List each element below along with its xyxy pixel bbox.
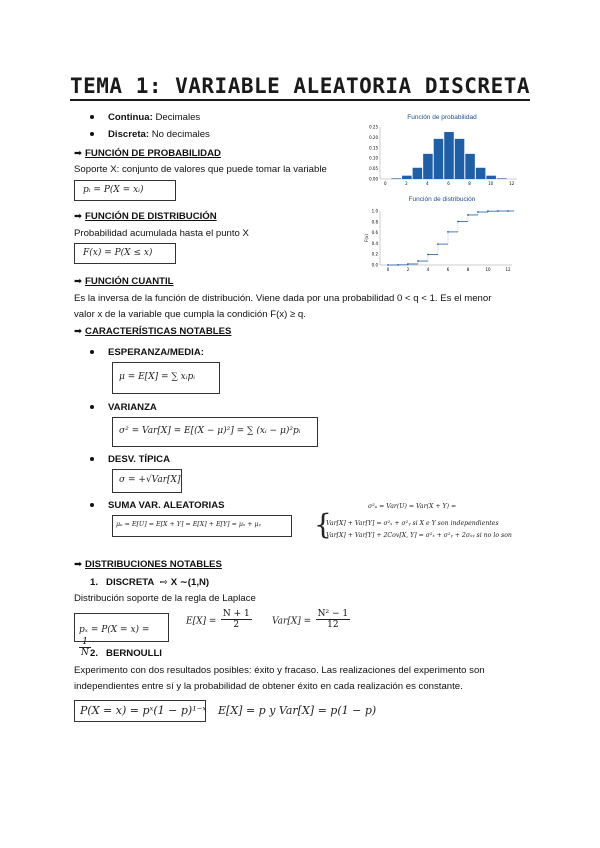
bar bbox=[444, 132, 454, 179]
bullet-esperanza: ESPERANZA/MEDIA: bbox=[90, 347, 204, 358]
text-bernoulli-1: Experimento con dos resultados posibles: éxito y fracaso. Las realizaciones del experimento son bbox=[74, 665, 485, 676]
step-point bbox=[457, 221, 459, 223]
step-point bbox=[427, 254, 429, 256]
arrow-right-icon: ⇨ bbox=[159, 577, 168, 588]
bar bbox=[434, 139, 444, 179]
formula-box-discreta: pₓ = P(X = x) = $\frac{1}{N}$ bbox=[74, 613, 169, 642]
bar bbox=[486, 176, 496, 179]
y-tick-label: 0.20 bbox=[369, 134, 378, 140]
y-tick-label: 0.6 bbox=[371, 230, 378, 236]
heading-funcion-distribucion: ➡ FUNCIÓN DE DISTRIBUCIÓN bbox=[74, 211, 217, 222]
heading-funcion-probabilidad: ➡ FUNCIÓN DE PROBABILIDAD bbox=[74, 148, 221, 159]
step-point bbox=[467, 214, 469, 216]
y-tick-label: 0.25 bbox=[369, 124, 378, 130]
formula-varianza-discreta: Var[X] = $\frac{\text{N² − 1}}{12}$ bbox=[272, 609, 349, 630]
y-tick-label: 0.15 bbox=[369, 145, 378, 151]
bar bbox=[392, 178, 402, 179]
bullet-dot bbox=[90, 405, 94, 409]
x-tick-label: 2 bbox=[406, 267, 410, 272]
text-soporte: Soporte X: conjunto de valores que puede tomar la variable bbox=[74, 164, 327, 175]
heading-bernoulli: 2. BERNOULLI bbox=[90, 648, 162, 659]
step-point bbox=[447, 231, 449, 233]
distribution-chart bbox=[362, 196, 522, 278]
text-probabilidad-acumulada: Probabilidad acumulada hasta el punto X bbox=[74, 228, 249, 239]
arrow-icon: ➡ bbox=[74, 211, 83, 222]
step-point bbox=[407, 263, 409, 265]
step-point bbox=[437, 243, 439, 245]
bullet-dot bbox=[90, 457, 94, 461]
x-tick-label: 4 bbox=[426, 181, 429, 186]
y-axis-label: F(x) bbox=[364, 234, 369, 242]
x-tick-label: 6 bbox=[446, 267, 450, 272]
text-bernoulli-2: independientes entre sí y la probabilidad de obtener éxito en cada realización es constante. bbox=[74, 681, 463, 692]
step-point bbox=[477, 211, 479, 213]
page-title: TEMA 1: VARIABLE ALEATORIA DISCRETA bbox=[0, 74, 600, 98]
heading-distribuciones: ➡ DISTRIBUCIONES NOTABLES bbox=[74, 559, 222, 570]
y-tick-label: 0.4 bbox=[371, 240, 378, 246]
y-tick-label: 0.2 bbox=[371, 251, 378, 257]
bullet-dot bbox=[90, 503, 94, 507]
bar bbox=[423, 154, 433, 179]
bar bbox=[465, 154, 475, 179]
text-cuantil-1: Es la inversa de la función de distribución. Viene dada por una probabilidad 0 < q < 1. Es el menor bbox=[74, 293, 492, 304]
x-tick-label: 8 bbox=[468, 181, 471, 186]
step-point bbox=[497, 210, 499, 212]
step-point bbox=[417, 260, 419, 262]
formula-bernoulli-moments: E[X] = p y Var[X] = p(1 − p) bbox=[218, 704, 377, 717]
bullet-dot bbox=[90, 350, 94, 354]
x-tick-label: 12 bbox=[509, 181, 515, 186]
bar bbox=[497, 178, 507, 179]
formula-box-probabilidad: pᵢ = P(X = xᵢ) bbox=[74, 180, 176, 201]
bar bbox=[455, 139, 465, 179]
x-tick-label: 0 bbox=[383, 181, 387, 186]
y-tick-label: 0.8 bbox=[371, 219, 378, 225]
bullet-continua: Continua: Decimales bbox=[90, 112, 200, 123]
bar bbox=[402, 176, 412, 179]
formula-box-varianza: σ² = Var[X] = E[(X − μ)²] = ∑ (xᵢ − μ)²pᵢ bbox=[112, 417, 318, 447]
arrow-icon: ➡ bbox=[74, 326, 83, 337]
probability-chart bbox=[362, 114, 522, 190]
chart-title-probabilidad: Función de probabilidad bbox=[407, 114, 477, 121]
bullet-discreta: Discreta: No decimales bbox=[90, 129, 210, 140]
bar bbox=[476, 168, 486, 179]
bullet-dot bbox=[90, 115, 94, 119]
text-cuantil-2: valor x de la variable que cumpla la condición F(x) ≥ q. bbox=[74, 309, 306, 320]
heading-discreta: 1. DISCRETA ⇨ X ∼(1,N) bbox=[90, 577, 210, 588]
x-tick-label: 2 bbox=[405, 181, 408, 186]
bullet-suma-var: SUMA VAR. ALEATORIAS bbox=[90, 500, 225, 511]
arrow-icon: ➡ bbox=[74, 148, 83, 159]
formula-box-desv-tipica: σ = +√Var[X] bbox=[112, 469, 182, 493]
chart-title-distribucion: Función de distribución bbox=[408, 196, 476, 203]
step-point bbox=[507, 210, 509, 212]
x-tick-label: 10 bbox=[488, 181, 494, 186]
formula-box-esperanza: μ = E[X] = ∑ xᵢpᵢ bbox=[112, 362, 220, 394]
x-tick-label: 6 bbox=[447, 181, 450, 186]
step-point bbox=[487, 210, 489, 212]
x-tick-label: 8 bbox=[466, 267, 470, 272]
arrow-icon: ➡ bbox=[74, 276, 83, 287]
arrow-icon: ➡ bbox=[74, 559, 83, 570]
formula-box-suma-media: μᵤ = E[U] = E[X + Y] = E[X] + E[Y] = μₓ + μᵧ bbox=[112, 515, 292, 537]
distribution-chart-svg bbox=[362, 203, 522, 277]
x-tick-label: 0 bbox=[386, 267, 390, 272]
y-tick-label: 0.00 bbox=[369, 176, 378, 182]
x-tick-label: 4 bbox=[426, 267, 430, 272]
formula-esperanza-discreta: E[X] = $\frac{N + 1}{2}$ bbox=[186, 609, 250, 630]
formula-suma-varianza: σ²ᵤ = Var(U) = Var(X + Y) = { Var[X] + Var[Y] = σ²ₓ + σ²ᵧ si X e Y son independientes Var[X] + Var[Y] + 2Cov[X, Y] = σ²ₓ + σ²ᵧ + 2σₓᵧ si no lo son bbox=[314, 503, 512, 541]
bullet-varianza: VARIANZA bbox=[90, 402, 157, 413]
y-tick-label: 0.0 bbox=[371, 262, 378, 268]
x-tick-label: 10 bbox=[485, 267, 491, 272]
heading-funcion-cuantil: ➡ FUNCIÓN CUANTIL bbox=[74, 276, 174, 287]
step-point bbox=[387, 264, 389, 266]
step-point bbox=[397, 264, 399, 266]
left-brace: { bbox=[314, 508, 332, 541]
x-tick-label: 12 bbox=[505, 267, 511, 272]
y-tick-label: 0.10 bbox=[369, 155, 378, 161]
y-tick-label: 0.05 bbox=[369, 166, 378, 172]
probability-chart-svg bbox=[362, 121, 522, 189]
bullet-dot bbox=[90, 132, 94, 136]
text-laplace: Distribución soporte de la regla de Laplace bbox=[74, 593, 256, 604]
heading-caracteristicas: ➡ CARACTERÍSTICAS NOTABLES bbox=[74, 326, 232, 337]
bullet-desv-tipica: DESV. TÍPICA bbox=[90, 454, 170, 465]
formula-box-bernoulli: P(X = x) = pˣ(1 − p)¹⁻ˣ bbox=[74, 700, 206, 722]
bar bbox=[413, 168, 423, 179]
y-tick-label: 1.0 bbox=[371, 208, 378, 214]
formula-box-distribucion: F(x) = P(X ≤ x) bbox=[74, 243, 176, 264]
